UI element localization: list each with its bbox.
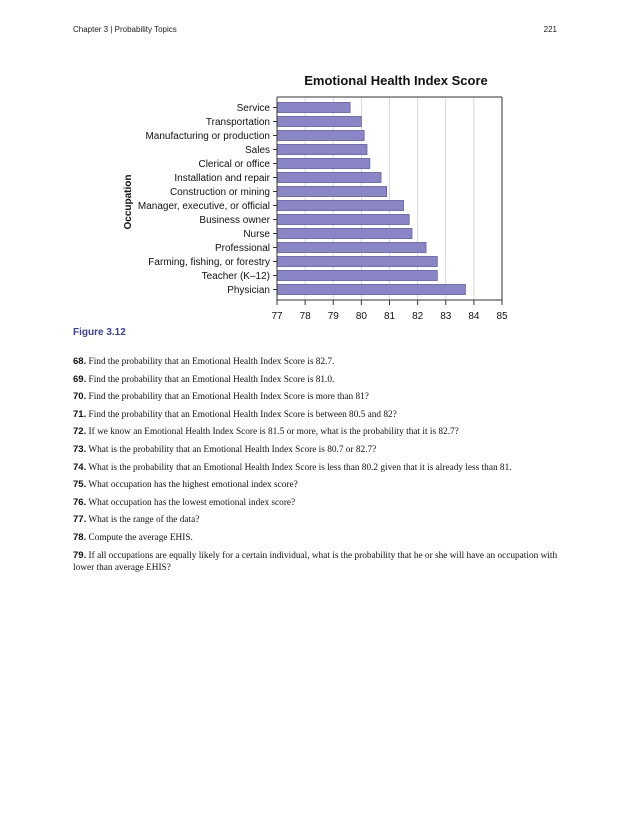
exercise-item [73, 444, 563, 456]
x-tick-label: 84 [468, 311, 480, 322]
y-axis-title: Occupation [123, 174, 134, 230]
category-label: Teacher (K–12) [201, 271, 270, 282]
exercise-item [73, 356, 563, 368]
category-label: Professional [214, 243, 270, 254]
category-label: Manufacturing or production [145, 131, 270, 142]
grid-lines [277, 97, 502, 300]
category-label: Manager, executive, or official [137, 201, 270, 212]
exercise-text: Find the probability that an Emotional Health Index Score is more than 81? [88, 392, 369, 403]
x-tick-label: 81 [383, 311, 396, 322]
exercise-text: Find the probability that an Emotional Health Index Score is between 80.5 and 82? [88, 409, 397, 420]
x-tick-label: 77 [271, 311, 283, 322]
bar [277, 172, 381, 182]
exercise-text: What occupation has the lowest emotional index score? [88, 497, 296, 508]
exercise-number: 78. [73, 531, 87, 543]
exercise-item [73, 426, 563, 438]
bar [277, 242, 426, 252]
x-tick-labels [271, 311, 508, 322]
category-label: Sales [244, 145, 270, 156]
x-tick-label: 80 [355, 311, 367, 322]
category-label: Installation and repair [174, 173, 270, 184]
bar-chart [0, 0, 630, 330]
exercise-number: 76. [73, 496, 87, 508]
bar [277, 200, 404, 210]
bar [277, 186, 387, 196]
exercise-text: What occupation has the highest emotional index score? [88, 480, 298, 491]
category-label: Business owner [199, 215, 270, 226]
exercise-text: Compute the average EHIS. [88, 532, 193, 543]
bar [277, 214, 409, 224]
category-label: Transportation [205, 117, 270, 128]
exercise-item [73, 409, 563, 421]
x-tick-label: 78 [299, 311, 311, 322]
exercise-text: What is the probability that an Emotional Health Index Score is less than 80.2 given that it is already less than 81. [88, 462, 512, 473]
bar [277, 158, 370, 168]
category-label: Farming, fishing, or forestry [148, 257, 270, 268]
chart-title: Emotional Health Index Score [304, 73, 488, 88]
category-label: Construction or mining [169, 187, 270, 198]
exercise-text: What is the range of the data? [88, 515, 200, 526]
x-tick-label: 85 [496, 311, 508, 322]
bar [277, 102, 350, 112]
exercise-text: If all occupations are equally likely for a certain individual, what is the probability that he or she will have an occupation with lower than average EHIS? [73, 550, 558, 573]
exercise-item [73, 514, 563, 526]
category-labels [138, 103, 271, 296]
exercise-item [73, 497, 563, 509]
bar [277, 144, 367, 154]
bar [277, 228, 412, 238]
exercise-number: 74. [73, 461, 87, 473]
exercise-number: 68. [73, 356, 87, 367]
page-number: 221 [543, 25, 557, 34]
figure-caption: Figure 3.12 [73, 327, 126, 338]
exercise-list [73, 356, 563, 579]
exercise-item [73, 550, 563, 574]
exercise-number: 70. [73, 391, 87, 403]
exercise-number: 72. [73, 426, 87, 438]
exercise-number: 71. [73, 408, 87, 420]
chapter-title: Chapter 3 | Probability Topics [73, 25, 177, 34]
x-tick-label: 82 [412, 311, 424, 322]
exercise-text: If we know an Emotional Health Index Score is 81.5 or more, what is the probability that it is 82.7? [88, 427, 459, 438]
bar [277, 284, 465, 294]
category-label: Service [236, 103, 270, 114]
exercise-number: 69. [73, 373, 87, 385]
bar [277, 130, 364, 140]
exercise-text: Find the probability that an Emotional Health Index Score is 82.7. [88, 357, 335, 367]
exercise-item [73, 532, 563, 544]
category-label: Physician [227, 285, 270, 296]
exercise-item [73, 391, 563, 403]
category-label: Clerical or office [198, 159, 270, 170]
exercise-number: 79. [73, 549, 87, 561]
exercise-item [73, 479, 563, 491]
bar [277, 116, 361, 126]
category-label: Nurse [243, 229, 270, 240]
exercise-text: Find the probability that an Emotional Health Index Score is 81.0. [88, 374, 335, 385]
x-tick-label: 79 [327, 311, 339, 322]
exercise-number: 75. [73, 479, 87, 491]
exercise-number: 77. [73, 514, 87, 526]
exercise-text: What is the probability that an Emotional Health Index Score is 80.7 or 82.7? [88, 444, 377, 455]
bar [277, 270, 437, 280]
exercise-item [73, 374, 563, 386]
exercise-item [73, 462, 563, 474]
bar [277, 256, 437, 266]
x-tick-label: 83 [440, 311, 452, 322]
exercise-number: 73. [73, 443, 87, 455]
